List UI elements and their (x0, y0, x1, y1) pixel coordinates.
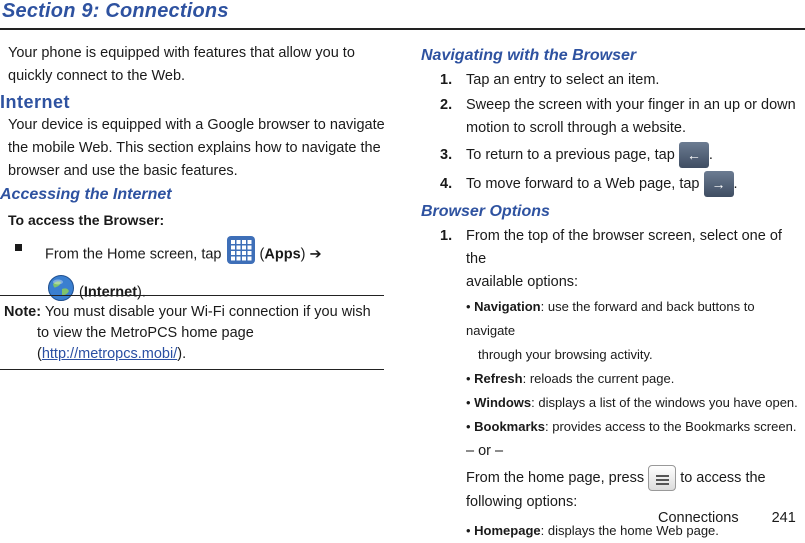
procedure-title: To access the Browser: (8, 212, 165, 228)
option-homepage: • Homepage: displays the home Web page. (466, 523, 719, 539)
option-windows: • Windows: displays a list of the windows you have open. (466, 395, 798, 410)
left-column (0, 42, 385, 311)
bullet-square (15, 244, 22, 251)
right-column (421, 44, 805, 543)
nav-step-2: 2. Sweep the screen with your finger in an up or down motion to scroll through a website. (440, 97, 796, 136)
or-separator: – or – (466, 443, 504, 459)
option-bookmarks: • Bookmarks: provides access to the Bookmarks screen. (466, 419, 797, 434)
menu-instruction: From the home page, press to access the following options: (421, 465, 805, 513)
apps-grid-icon (226, 235, 256, 274)
menu-key-icon (648, 465, 676, 491)
page-title: Section 9: Connections (2, 0, 229, 22)
page-number: 241 (771, 510, 796, 526)
option-step-1: 1. From the top of the browser screen, select one of the available options: (440, 228, 782, 290)
accessing-internet-heading: Accessing the Internet (0, 186, 172, 203)
nav-step-1: 1. Tap an entry to select an item. (440, 72, 660, 88)
note-box (0, 295, 384, 370)
page-footer (658, 510, 796, 526)
nav-step-3: 3. To return to a previous page, tap ← . (421, 142, 805, 169)
footer-section: Connections (658, 510, 739, 526)
internet-heading: Internet (0, 92, 71, 112)
note-line-1: Note: You must disable your Wi-Fi connection if you wish (4, 304, 371, 320)
option-navigation: • Navigation: use the forward and back buttons to navigate through your browsing activity. (466, 299, 755, 362)
note-line-2: to view the MetroPCS home page (37, 325, 254, 341)
internet-description: Your device is equipped with a Google browser to navigate the mobile Web. This section explains how to navigate the browser and use the basic features. (8, 117, 385, 179)
browser-options-heading: Browser Options (421, 203, 550, 220)
title-rule (0, 28, 805, 30)
access-step: From the Home screen, tap (Apps) ➔ (Internet). (0, 235, 385, 311)
arrow-glyph: ➔ (309, 246, 322, 263)
option-refresh: • Refresh: reloads the current page. (466, 371, 675, 386)
navigating-heading: Navigating with the Browser (421, 47, 637, 64)
internet-label: Internet (83, 284, 138, 301)
intro-text: Your phone is equipped with features that allow you to quickly connect to the Web. (8, 45, 355, 84)
forward-arrow-icon: → (704, 171, 734, 197)
nav-step-4: 4. To move forward to a Web page, tap → . (421, 171, 805, 198)
note-line-3: (http://metropcs.mobi/). (37, 346, 187, 362)
back-arrow-icon: ← (679, 142, 709, 168)
apps-label: Apps (264, 246, 301, 263)
metropcs-link[interactable]: http://metropcs.mobi/ (41, 346, 178, 362)
